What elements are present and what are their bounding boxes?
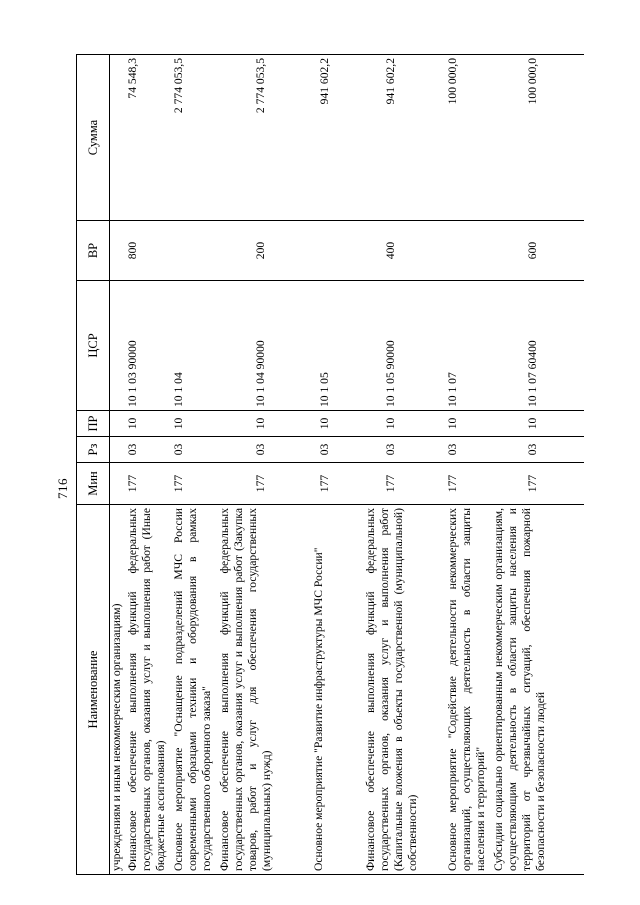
cell-rz: 03 xyxy=(364,437,446,463)
column-header-rz: Рз xyxy=(77,437,110,463)
column-header-vr: ВР xyxy=(77,221,110,281)
table-header-row xyxy=(77,55,110,875)
cell-sum: 100 000,0 xyxy=(492,55,584,221)
page-number: 716 xyxy=(55,478,70,499)
cell-min: 177 xyxy=(172,463,218,505)
cell-min xyxy=(110,463,127,505)
cell-pr: 10 xyxy=(312,411,364,437)
column-header-csr: ЦСР xyxy=(77,281,110,411)
cell-min: 177 xyxy=(218,463,312,505)
cell-vr: 800 xyxy=(126,221,172,281)
cell-sum: 2 774 053,5 xyxy=(172,55,218,221)
cell-name: Основное мероприятие "Содействие деятельности некоммерческих организаций, осуществляющих деятельность в области защиты населения и территорий" xyxy=(446,505,492,875)
cell-rz: 03 xyxy=(312,437,364,463)
column-header-name: Наименование xyxy=(77,505,110,875)
cell-rz: 03 xyxy=(126,437,172,463)
cell-min: 177 xyxy=(446,463,492,505)
cell-vr: 600 xyxy=(492,221,584,281)
table-row xyxy=(218,55,312,875)
cell-rz: 03 xyxy=(446,437,492,463)
cell-csr: 10 1 05 90000 xyxy=(364,281,446,411)
table-row xyxy=(312,55,364,875)
cell-min: 177 xyxy=(364,463,446,505)
rotated-content xyxy=(55,55,600,875)
table-row xyxy=(110,55,127,875)
budget-table xyxy=(76,54,584,875)
cell-pr: 10 xyxy=(364,411,446,437)
cell-rz: 03 xyxy=(492,437,584,463)
cell-min: 177 xyxy=(492,463,584,505)
cell-vr xyxy=(446,221,492,281)
cell-sum: 941 602,2 xyxy=(364,55,446,221)
cell-rz xyxy=(110,437,127,463)
cell-vr xyxy=(312,221,364,281)
cell-pr: 10 xyxy=(126,411,172,437)
cell-vr xyxy=(172,221,218,281)
cell-sum: 941 602,2 xyxy=(312,55,364,221)
table-row xyxy=(364,55,446,875)
cell-pr: 10 xyxy=(218,411,312,437)
cell-csr: 10 1 03 90000 xyxy=(126,281,172,411)
cell-vr: 200 xyxy=(218,221,312,281)
cell-csr: 10 1 05 xyxy=(312,281,364,411)
cell-pr: 10 xyxy=(172,411,218,437)
cell-pr: 10 xyxy=(492,411,584,437)
cell-sum: 74 548,3 xyxy=(126,55,172,221)
cell-sum: 100 000,0 xyxy=(446,55,492,221)
cell-name: учреждениям и иным некоммерческим организациям) xyxy=(110,505,127,875)
cell-csr xyxy=(110,281,127,411)
cell-csr: 10 1 04 xyxy=(172,281,218,411)
column-header-sum: Сумма xyxy=(77,55,110,221)
table-row xyxy=(446,55,492,875)
cell-min: 177 xyxy=(312,463,364,505)
column-header-min: Мин xyxy=(77,463,110,505)
table-row xyxy=(126,55,172,875)
cell-csr: 10 1 04 90000 xyxy=(218,281,312,411)
cell-vr: 400 xyxy=(364,221,446,281)
cell-name: Основное мероприятие "Развитие инфраструктуры МЧС России" xyxy=(312,505,364,875)
column-header-pr: ПР xyxy=(77,411,110,437)
cell-pr: 10 xyxy=(446,411,492,437)
cell-vr xyxy=(110,221,127,281)
cell-rz: 03 xyxy=(172,437,218,463)
table-row xyxy=(172,55,218,875)
cell-sum: 2 774 053,5 xyxy=(218,55,312,221)
cell-name: Субсидии социально ориентированным некоммерческим организациям, осуществляющим деятельность в области защиты населения и территорий от чрезвычайных ситуаций, обеспечения пожарной безопасности и безопасности людей xyxy=(492,505,584,875)
cell-rz: 03 xyxy=(218,437,312,463)
cell-name: Финансовое обеспечение выполнения функций федеральных государственных органов, оказания услуг и выполнения работ (Закупка товаров, работ и услуг для обеспечения государственных (муниципальных) нужд) xyxy=(218,505,312,875)
cell-name: Финансовое обеспечение выполнения функций федеральных государственных органов, оказания услуг и выполнения работ (Капитальные вложения в объекты государственной (муниципальной) собственности) xyxy=(364,505,446,875)
cell-pr xyxy=(110,411,127,437)
cell-min: 177 xyxy=(126,463,172,505)
cell-csr: 10 1 07 xyxy=(446,281,492,411)
cell-sum xyxy=(110,55,127,221)
cell-name: Основное мероприятие "Оснащение подразделений МЧС России современными образцами техники и оборудования в рамках государственного оборонного заказа" xyxy=(172,505,218,875)
cell-csr: 10 1 07 60400 xyxy=(492,281,584,411)
table-row xyxy=(492,55,584,875)
cell-name: Финансовое обеспечение выполнения функций федеральных государственных органов, оказания услуг и выполнения работ (Иные бюджетные ассигнования) xyxy=(126,505,172,875)
